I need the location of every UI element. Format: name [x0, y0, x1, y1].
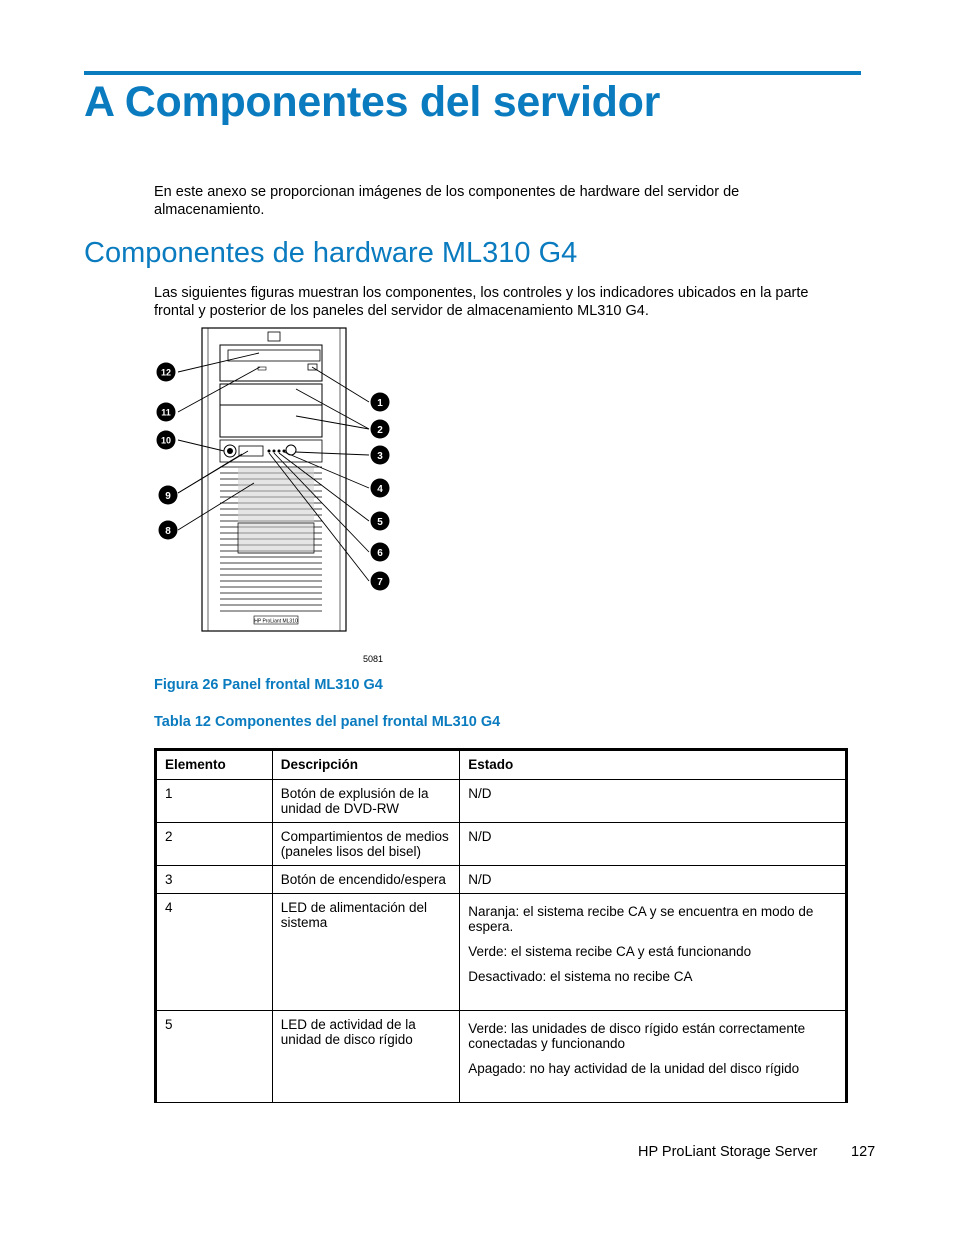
table-row [156, 1011, 847, 1103]
figure-id-label: 5081 [362, 654, 384, 664]
header-description: Descripción [272, 750, 460, 780]
callout-3: 3 [377, 451, 383, 462]
section-heading: Componentes de hardware ML310 G4 [84, 237, 578, 269]
table-row [156, 823, 847, 866]
row-element: 3 [156, 866, 273, 894]
callout-5: 5 [377, 517, 383, 528]
status-line: Apagado: no hay actividad de la unidad del disco rígido [468, 1061, 800, 1076]
table-header-row [156, 750, 847, 780]
header-status: Estado [460, 750, 847, 780]
row-description: Botón de explusión de la unidad de DVD-RW [272, 780, 460, 823]
callout-11: 11 [161, 407, 171, 418]
page-title: A Componentes del servidor [84, 78, 660, 126]
row-description: LED de actividad de la unidad de disco rígido [272, 1011, 460, 1103]
front-panel-components-table [154, 748, 848, 1103]
callout-6: 6 [377, 548, 383, 559]
status-line: Naranja: el sistema recibe CA y se encuentra en modo de espera. [468, 904, 814, 934]
status-line: Verde: las unidades de disco rígido están correctamente conectadas y funcionando [468, 1021, 806, 1051]
hp-badge-text: HP ProLiant ML310 [254, 618, 298, 625]
row-status: N/D [460, 823, 847, 866]
header-element: Elemento [156, 750, 273, 780]
row-element: 1 [156, 780, 273, 823]
server-front-illustration [150, 325, 410, 670]
row-description: LED de alimentación del sistema [272, 894, 460, 1011]
section-paragraph: Las siguientes figuras muestran los componentes, los controles y los indicadores ubicados en la parte frontal y posterior de los paneles del servidor de almacenamiento ML310 G4. [154, 285, 809, 319]
table-row [156, 780, 847, 823]
callout-1: 1 [377, 398, 383, 409]
row-status: N/D [460, 780, 847, 823]
table-caption: Tabla 12 Componentes del panel frontal ML310 G4 [154, 714, 501, 730]
row-element: 4 [156, 894, 273, 1011]
row-status-cell [460, 894, 847, 1011]
front-panel-figure [150, 325, 410, 670]
row-status-cell [460, 1011, 847, 1103]
footer-title: HP ProLiant Storage Server [638, 1144, 818, 1160]
callout-9: 9 [165, 491, 171, 502]
page-number: 127 [851, 1144, 876, 1160]
callout-4: 4 [377, 484, 383, 495]
table-row [156, 894, 847, 1011]
callout-10: 10 [160, 435, 172, 446]
row-element: 5 [156, 1011, 273, 1103]
figure-caption: Figura 26 Panel frontal ML310 G4 [154, 677, 383, 693]
table-row [156, 866, 847, 894]
callout-12: 12 [160, 367, 172, 378]
row-status: N/D [460, 866, 847, 894]
row-description: Botón de encendido/espera [272, 866, 460, 894]
callout-8: 8 [165, 526, 171, 537]
callout-7: 7 [377, 577, 383, 588]
title-rule [84, 71, 861, 75]
callout-2: 2 [377, 425, 383, 436]
status-line: Desactivado: el sistema no recibe CA [468, 969, 693, 984]
row-element: 2 [156, 823, 273, 866]
intro-paragraph: En este anexo se proporcionan imágenes de los componentes de hardware del servidor de almacenamiento. [154, 184, 740, 218]
row-description: Compartimientos de medios (paneles lisos del bisel) [272, 823, 460, 866]
status-line: Verde: el sistema recibe CA y está funcionando [468, 944, 752, 959]
